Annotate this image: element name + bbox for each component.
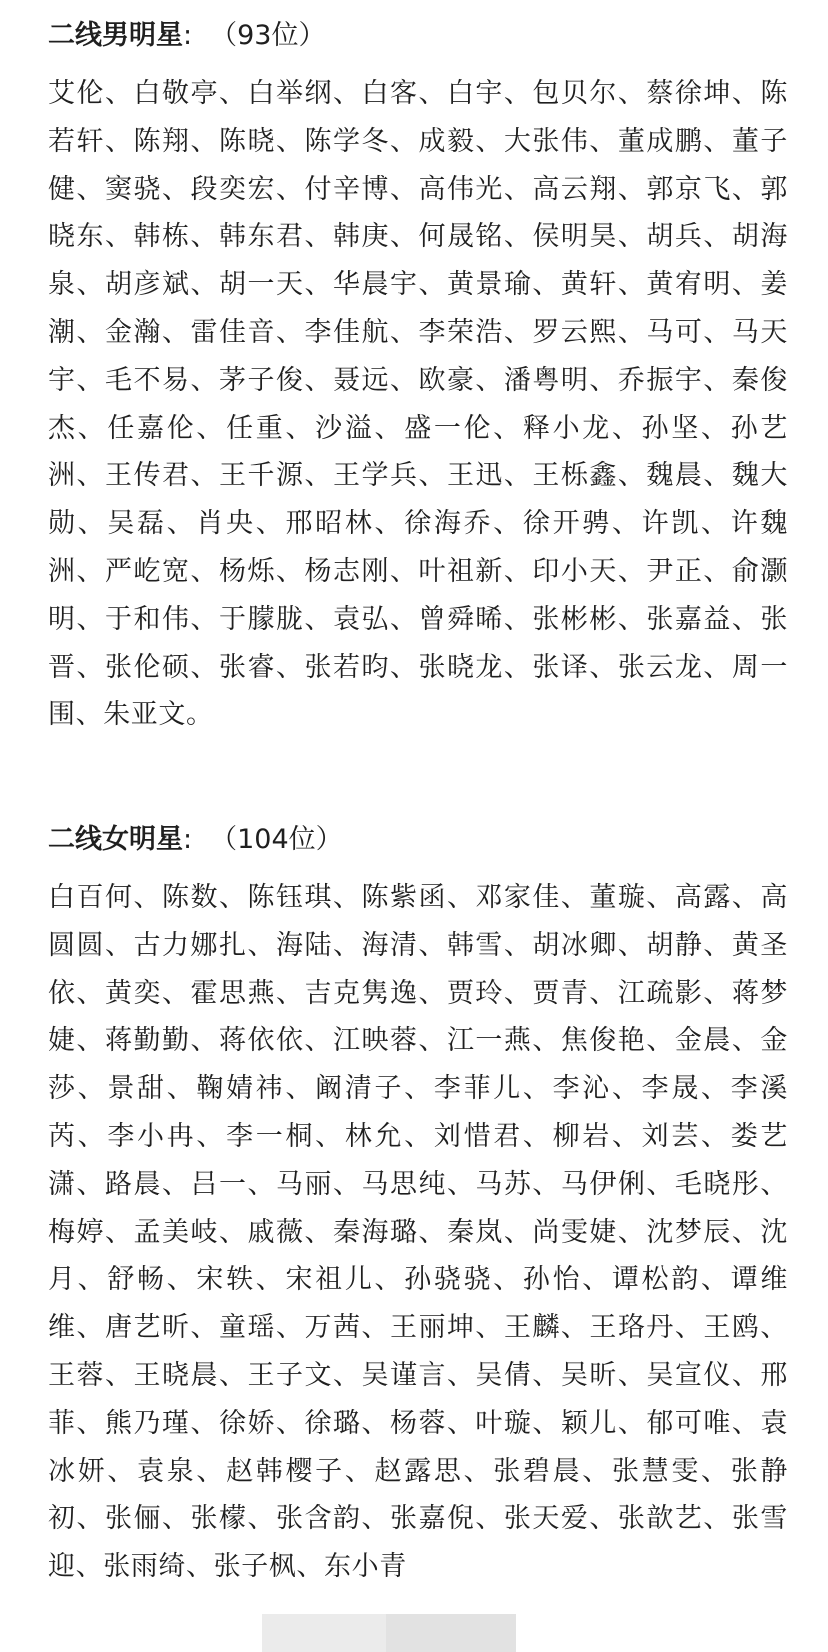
female-stars-colon: : bbox=[183, 824, 193, 855]
male-stars-count: （93位） bbox=[210, 20, 326, 51]
female-stars-section bbox=[48, 818, 788, 1591]
bottom-overlay-right bbox=[386, 1614, 516, 1652]
female-stars-heading bbox=[48, 818, 788, 862]
female-stars-name-list: 白百何、陈数、陈钰琪、陈紫函、邓家佳、董璇、高露、高圆圆、古力娜扎、海陆、海清、韩雪、胡冰卿、胡静、黄圣依、黄奕、霍思燕、吉克隽逸、贾玲、贾青、江疏影、蒋梦婕、蒋勤勤、蒋依依、江映蓉、江一燕、焦俊艳、金晨、金莎、景甜、鞠婧祎、阚清子、李菲儿、李沁、李晟、李溪芮、李小冉、李一桐、林允、刘惜君、柳岩、刘芸、娄艺潇、路晨、吕一、马丽、马思纯、马苏、马伊俐、毛晓彤、梅婷、孟美岐、戚薇、秦海璐、秦岚、尚雯婕、沈梦辰、沈月、舒畅、宋轶、宋祖儿、孙骁骁、孙怡、谭松韵、谭维维、唐艺昕、童瑶、万茜、王丽坤、王麟、王珞丹、王鸥、王蓉、王晓晨、王子文、吴谨言、吴倩、吴昕、吴宣仪、邢菲、熊乃瑾、徐娇、徐璐、杨蓉、叶璇、颖儿、郁可唯、袁冰妍、袁泉、赵韩樱子、赵露思、张碧晨、张慧雯、张静初、张俪、张檬、张含韵、张嘉倪、张天爱、张歆艺、张雪迎、张雨绮、张子枫、东小青 bbox=[48, 882, 788, 1583]
male-stars-heading bbox=[48, 14, 788, 58]
male-stars-colon: : bbox=[183, 20, 193, 51]
male-stars-name-list: 艾伦、白敬亭、白举纲、白客、白宇、包贝尔、蔡徐坤、陈若轩、陈翔、陈晓、陈学冬、成毅、大张伟、董成鹏、董子健、窦骁、段奕宏、付辛博、高伟光、高云翔、郭京飞、郭晓东、韩栋、韩东君、韩庚、何晟铭、侯明昊、胡兵、胡海泉、胡彦斌、胡一天、华晨宇、黄景瑜、黄轩、黄宥明、姜潮、金瀚、雷佳音、李佳航、李荣浩、罗云熙、马可、马天宇、毛不易、茅子俊、聂远、欧豪、潘粤明、乔振宇、秦俊杰、任嘉伦、任重、沙溢、盛一伦、释小龙、孙坚、孙艺洲、王传君、王千源、王学兵、王迅、王栎鑫、魏晨、魏大勋、吴磊、肖央、邢昭林、徐海乔、徐开骋、许凯、许魏洲、严屹宽、杨烁、杨志刚、叶祖新、印小天、尹正、俞灏明、于和伟、于朦胧、袁弘、曾舜晞、张彬彬、张嘉益、张晋、张伦硕、张睿、张若昀、张晓龙、张译、张云龙、周一围、朱亚文。 bbox=[48, 78, 788, 731]
male-stars-section bbox=[48, 14, 788, 739]
female-stars-title: 二线女明星 bbox=[48, 824, 183, 855]
male-stars-title: 二线男明星 bbox=[48, 20, 183, 51]
bottom-overlay-left bbox=[262, 1614, 388, 1652]
female-stars-count: （104位） bbox=[210, 824, 343, 855]
